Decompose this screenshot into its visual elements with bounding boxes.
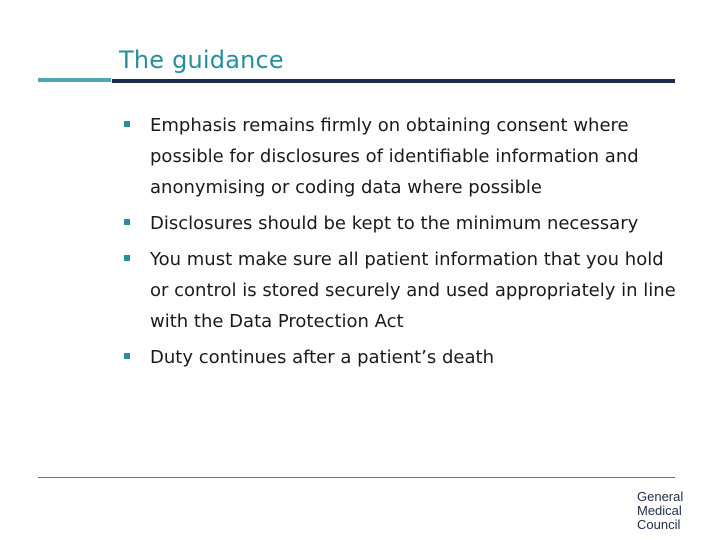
bullet-square-icon xyxy=(124,121,130,127)
bullet-item xyxy=(124,342,684,373)
bullet-list xyxy=(124,110,684,378)
bullet-text: Duty continues after a patient’s death xyxy=(150,347,494,368)
bullet-item xyxy=(124,244,684,337)
bullet-item xyxy=(124,208,684,239)
bullet-square-icon xyxy=(124,219,130,225)
bullet-text: Disclosures should be kept to the minimum necessary xyxy=(150,213,639,234)
gmc-logo xyxy=(637,490,713,532)
bullet-square-icon xyxy=(124,255,130,261)
slide-title: The guidance xyxy=(119,46,284,74)
title-accent-bar xyxy=(38,78,111,82)
bullet-square-icon xyxy=(124,353,130,359)
logo-line-general: General xyxy=(637,489,684,504)
bullet-text: You must make sure all patient information that you hold or control is stored securely and used appropriately in line with the Data Protection Act xyxy=(150,249,676,332)
bullet-text: Emphasis remains firmly on obtaining consent where possible for disclosures of identifiable information and anonymising or coding data where possible xyxy=(150,115,639,198)
logo-line-medical: Medical xyxy=(637,503,682,518)
footer-divider xyxy=(38,477,675,478)
logo-line-council: Council xyxy=(637,517,681,532)
title-underline xyxy=(112,79,675,83)
bullet-item xyxy=(124,110,684,203)
